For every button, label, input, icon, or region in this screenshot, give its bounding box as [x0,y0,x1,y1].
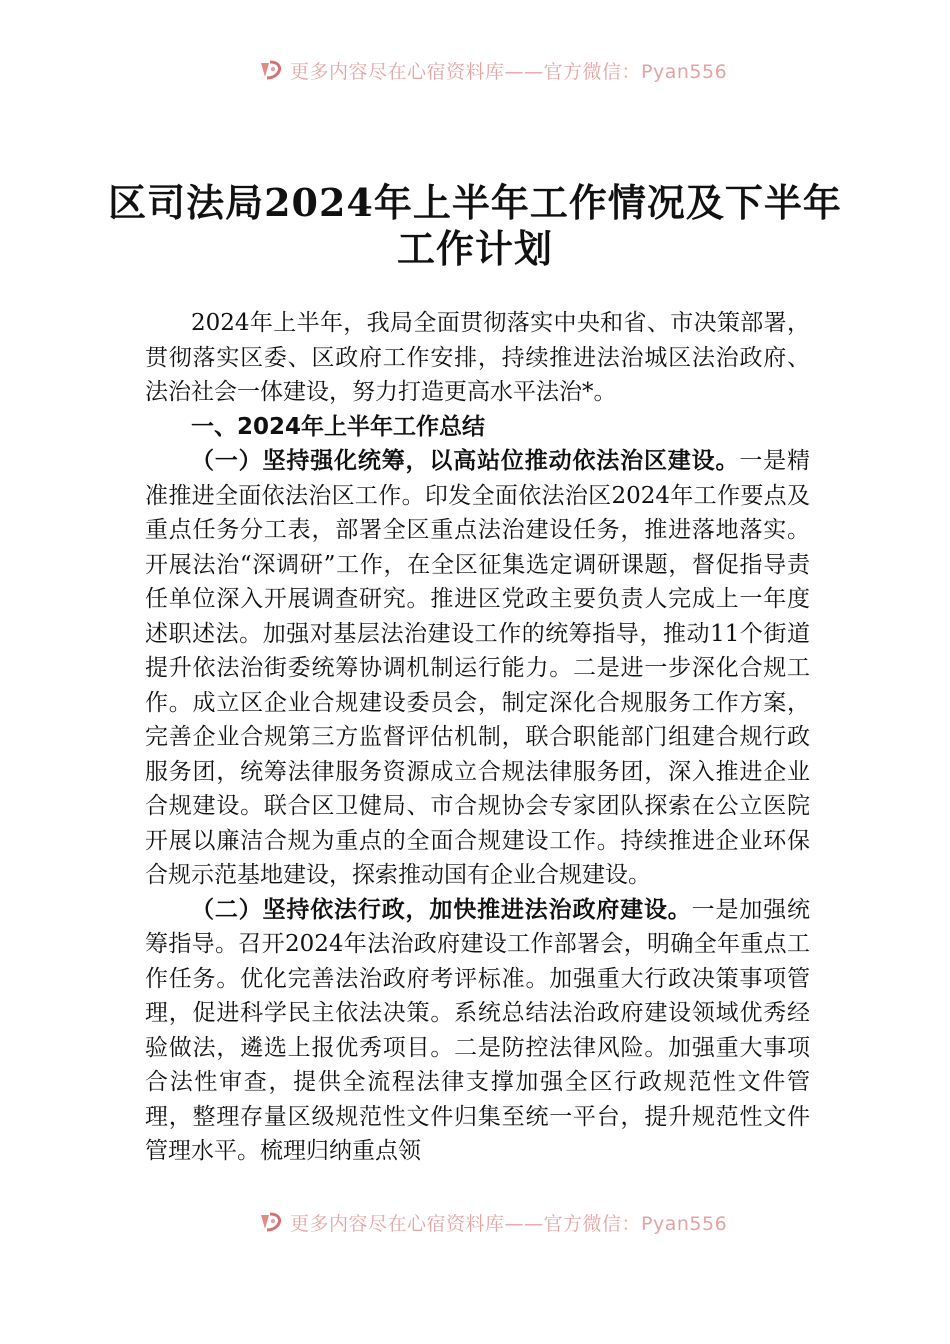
brand-logo-icon [258,59,284,81]
document-title-line-2: 工作计划 [396,226,553,271]
item-2-heading: （二）坚持依法行政，加快推进法治政府建设。 [191,895,692,923]
paragraph-item-1 [145,444,810,893]
document-title-line-1: 区司法局2024年上半年工作情况及下半年 [108,180,842,225]
watermark-text: 更多内容尽在心宿资料库——官方微信：Pyan556 [290,60,728,83]
item-1-heading: （一）坚持强化统筹，以高站位推动依法治区建设。 [191,447,740,474]
brand-logo-icon [258,1211,284,1233]
watermark-text: 更多内容尽在心宿资料库——官方微信：Pyan556 [290,1212,728,1235]
item-2-body: 一是加强统筹指导。召开2024年法治政府建设工作部署会，明确全年重点工作任务。优化完善法治政府考评标准。加强重大行政决策事项管理，促进科学民主依法决策。系统总结法治政府建设领域优秀经验做法，遴选上报优秀项目。二是防控法律风险。加强重大事项合法性审查，提供全流程法律支撑加强全区行政规范性文件管理，整理存量区级规范性文件归集至统一平台，提升规范性文件管理水平。梳理归纳重点领 [145,896,811,1164]
watermark-header [258,58,727,82]
paragraph-item-2 [145,893,810,1169]
intro-paragraph: 2024年上半年，我局全面贯彻落实中央和省、市决策部署，贯彻落实区委、区政府工作安排，持续推进法治城区法治政府、法治社会一体建设，努力打造更高水平法治*。 [145,310,810,405]
watermark-footer [258,1210,727,1234]
document-body [145,306,810,1169]
section-heading-1: 一、2024年上半年工作总结 [191,413,486,440]
item-1-body: 一是精准推进全面依法治区工作。印发全面依法治区2024年工作要点及重点任务分工表，部署全区重点法治建设任务，推进落地落实。开展法治“深调研”工作，在全区征集选定调研课题，督促指导责任单位深入开展调查研究。推进区党政主要负责人完成上一年度述职述法。加强对基层法治建设工作的统筹指导，推动11个街道提升依法治街委统筹协调机制运行能力。二是进一步深化合规工作。成立区企业合规建设委员会，制定深化合规服务工作方案，完善企业合规第三方监督评估机制，联合职能部门组建合规行政服务团，统筹法律服务资源成立合规法律服务团，深入推进企业合规建设。联合区卫健局、市合规协会专家团队探索在公立医院开展以廉洁合规为重点的全面合规建设工作。持续推进企业环保合规示范基地建设，探索推动国有企业合规建设。 [145,448,811,888]
